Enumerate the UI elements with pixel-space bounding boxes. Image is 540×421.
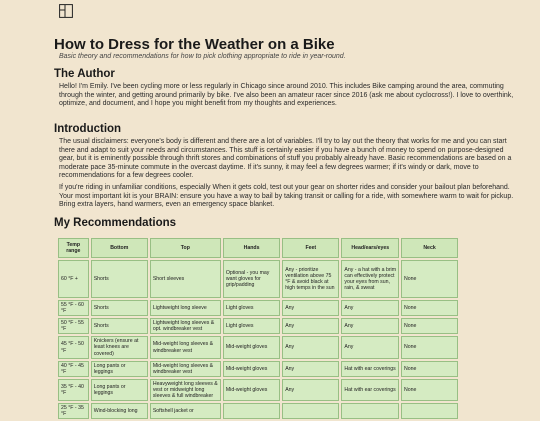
bottom-cell: Shorts xyxy=(91,318,148,334)
site-logo-icon[interactable] xyxy=(59,4,73,18)
neck-cell: None xyxy=(401,318,458,334)
feet-cell xyxy=(282,403,339,419)
head-cell: Hat with ear coverings xyxy=(341,379,399,401)
table-row xyxy=(58,260,458,298)
neck-cell: None xyxy=(401,361,458,377)
head-cell: Any - a hat with a brim can effectively protect your eyes from sun, rain, & sweat xyxy=(341,260,399,298)
temp-cell: 35 °F - 40 °F xyxy=(58,379,89,401)
table-row xyxy=(58,361,458,377)
table-row xyxy=(58,403,458,419)
neck-cell: None xyxy=(401,260,458,298)
temp-cell: 55 °F - 60 °F xyxy=(58,300,89,316)
feet-cell: Any xyxy=(282,336,339,358)
col-header-head: Head/ears/eyes xyxy=(341,238,399,258)
top-cell: Heavyweight long sleeves & vest or midweight long sleeves & full windbreaker xyxy=(150,379,221,401)
head-cell: Any xyxy=(341,300,399,316)
feet-cell: Any xyxy=(282,379,339,401)
recommendations-table xyxy=(56,236,460,421)
hands-cell: Light gloves xyxy=(223,300,280,316)
temp-cell: 25 °F - 35 °F xyxy=(58,403,89,419)
intro-paragraph-2: If you're riding in unfamiliar conditions, especially When it gets cold, test out your gear on shorter rides and consider your bailout plan beforehand. Your most important kit is your BRAIN: ensure you have a way to bail by taking transit or calling for a ride, with somewhere warm to wait for pickup. Bring extra layers, hand warmers, even an emergency space blanket. xyxy=(59,184,514,209)
page-subtitle: Basic theory and recommendations for how to pick clothing appropriate to ride in year-round. xyxy=(59,53,346,60)
feet-cell: Any xyxy=(282,318,339,334)
col-header-feet: Feet xyxy=(282,238,339,258)
table-row xyxy=(58,318,458,334)
feet-cell: Any xyxy=(282,300,339,316)
page-title: How to Dress for the Weather on a Bike xyxy=(54,36,335,53)
neck-cell: None xyxy=(401,300,458,316)
author-text: Hello! I'm Emily. I've been cycling more or less regularly in Chicago since around 2010. This includes Bike camping around the area, commuting through the winter, and getting around primarily by bike. I've also been an amateur racer since 2016 (ask me about cyclocross!). I love to overthink, optimize, and document, and I hope you might benefit from my thoughts and experiences. xyxy=(59,83,514,108)
hands-cell xyxy=(223,403,280,419)
hands-cell: Mid-weight gloves xyxy=(223,379,280,401)
bottom-cell: Wind-blocking long xyxy=(91,403,148,419)
temp-cell: 45 °F - 50 °F xyxy=(58,336,89,358)
table-row xyxy=(58,336,458,358)
head-cell: Any xyxy=(341,336,399,358)
hands-cell: Light gloves xyxy=(223,318,280,334)
bottom-cell: Shorts xyxy=(91,300,148,316)
head-cell: Any xyxy=(341,318,399,334)
intro-heading: Introduction xyxy=(54,123,122,135)
intro-paragraph-1: The usual disclaimers: everyone's body is different and there are a lot of variables. I'll try to lay out the theory that works for me and you can start there and adapt to suit your needs and circumstances. This stuff is certainly easier if you have a bunch of money to spend on purpose-designed gear, but it is eminently possible through thrift stores and combinations of stuff you probably already have. Basic recommendations are based on a moderate pace 35-minute commute in the overcast daytime. If it's sunny, it may feel a few degrees warmer; if it's windy or dark, move to recommendations for a few degrees cooler. xyxy=(59,138,512,180)
top-cell: Softshell jacket or xyxy=(150,403,221,419)
col-header-neck: Neck xyxy=(401,238,458,258)
col-header-bottom: Bottom xyxy=(91,238,148,258)
author-heading: The Author xyxy=(54,68,115,80)
bottom-cell: Knickers (ensure at least knees are covered) xyxy=(91,336,148,358)
top-cell: Short sleeves xyxy=(150,260,221,298)
neck-cell xyxy=(401,403,458,419)
neck-cell: None xyxy=(401,379,458,401)
neck-cell: None xyxy=(401,336,458,358)
recommendations-heading: My Recommendations xyxy=(54,217,177,229)
bottom-cell: Long pants or leggings xyxy=(91,379,148,401)
top-cell: Mid-weight long sleeves & windbreaker vest xyxy=(150,336,221,358)
top-cell: Mid-weight long sleeves & windbreaker vest xyxy=(150,361,221,377)
table-row xyxy=(58,379,458,401)
temp-cell: 60 °F + xyxy=(58,260,89,298)
col-header-temp: Temp range xyxy=(58,238,89,258)
col-header-hands: Hands xyxy=(223,238,280,258)
temp-cell: 50 °F - 55 °F xyxy=(58,318,89,334)
hands-cell: Mid-weight gloves xyxy=(223,361,280,377)
bottom-cell: Shorts xyxy=(91,260,148,298)
table-header-row xyxy=(58,238,458,258)
hands-cell: Mid-weight gloves xyxy=(223,336,280,358)
temp-cell: 40 °F - 45 °F xyxy=(58,361,89,377)
col-header-top: Top xyxy=(150,238,221,258)
hands-cell: Optional - you may want gloves for grip/padding xyxy=(223,260,280,298)
feet-cell: Any - prioritize ventilation above 75 °F & avoid black at high temps in the sun xyxy=(282,260,339,298)
feet-cell: Any xyxy=(282,361,339,377)
head-cell xyxy=(341,403,399,419)
table-row xyxy=(58,300,458,316)
top-cell: Lightweight long sleeves & opt. windbreaker vest xyxy=(150,318,221,334)
bottom-cell: Long pants or leggings xyxy=(91,361,148,377)
top-cell: Lightweight long sleeve xyxy=(150,300,221,316)
head-cell: Hat with ear coverings xyxy=(341,361,399,377)
